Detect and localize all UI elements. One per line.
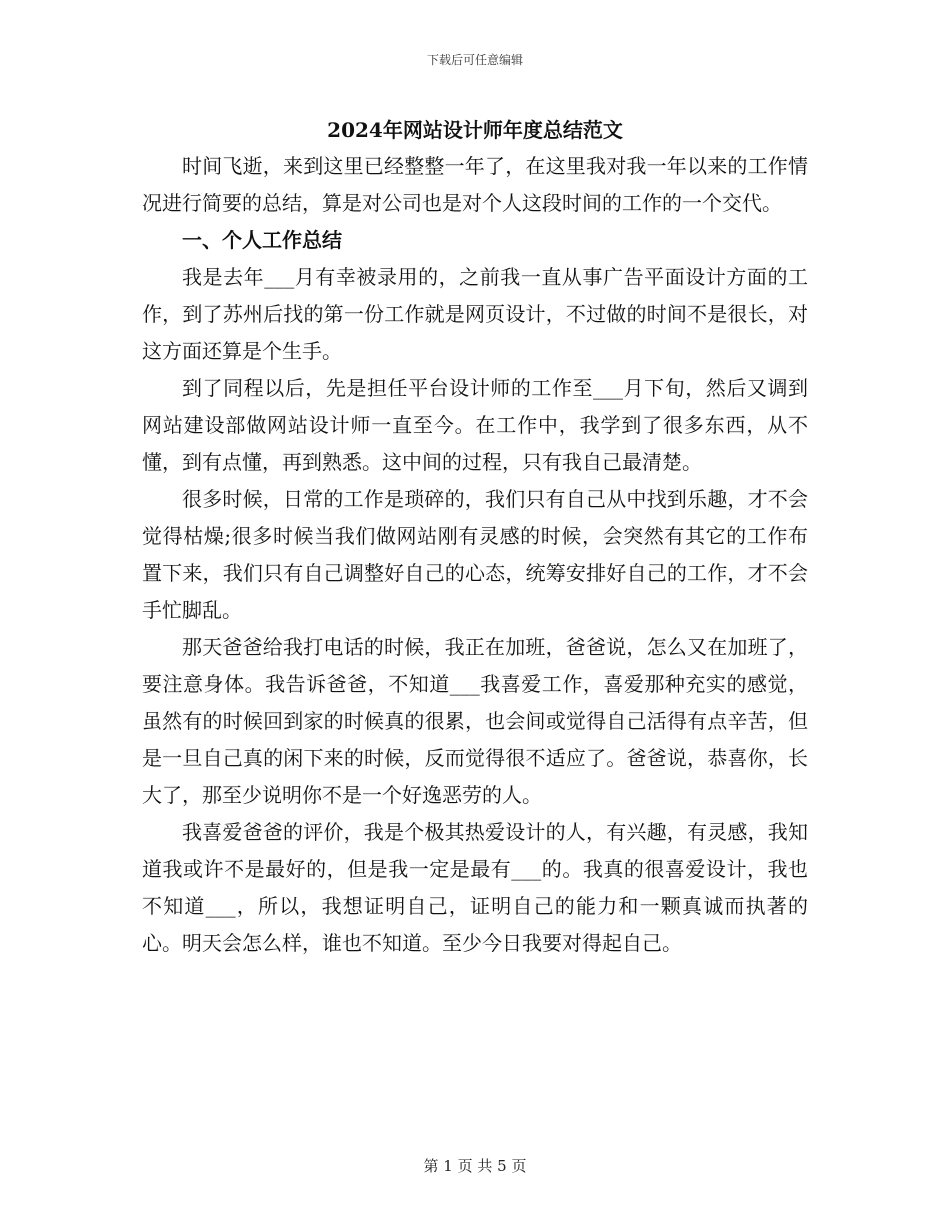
body-paragraph: 我是去年___月有幸被录用的，之前我一直从事广告平面设计方面的工作，到了苏州后找的第一份工作就是网页设计，不过做的时间不是很长，对这方面还算是个生手。 [142,265,808,363]
intro-paragraph: 时间飞逝，来到这里已经整整一年了，在这里我对我一年以来的工作情况进行简要的总结，算是对公司也是对个人这段时间的工作的一个交代。 [142,154,808,215]
body-paragraph: 到了同程以后，先是担任平台设计师的工作至___月下旬，然后又调到网站建设部做网站设计师一直至今。在工作中，我学到了很多东西，从不懂，到有点懂，再到熟悉。这中间的过程，只有我自己最清楚。 [142,376,808,474]
document-body [142,112,808,962]
document-title: 2024年网站设计师年度总结范文 [327,118,623,142]
body-paragraph: 很多时候，日常的工作是琐碎的，我们只有自己从中找到乐趣，才不会觉得枯燥;很多时候当我们做网站刚有灵感的时候，会突然有其它的工作布置下来，我们只有自己调整好自己的心态，统筹安排好自己的工作，才不会手忙脚乱。 [142,487,808,622]
body-paragraph: 那天爸爸给我打电话的时候，我正在加班，爸爸说，怎么又在加班了，要注意身体。我告诉爸爸，不知道___我喜爱工作，喜爱那种充实的感觉，虽然有的时候回到家的时候真的很累，也会间或觉得自己活得有点辛苦，但是一旦自己真的闲下来的时候，反而觉得很不适应了。爸爸说，恭喜你，长大了，那至少说明你不是一个好逸恶劳的人。 [142,635,808,807]
section-heading-personal-summary: 一、个人工作总结 [182,228,342,252]
page-number-footer: 第 1 页 共 5 页 [423,1157,527,1175]
body-paragraph: 我喜爱爸爸的评价，我是个极其热爱设计的人，有兴趣，有灵感，我知道我或许不是最好的，但是我一定是最有___的。我真的很喜爱设计，我也不知道___，所以，我想证明自己，证明自己的能力和一颗真诚而执著的心。明天会怎么样，谁也不知道。至少今日我要对得起自己。 [142,820,808,955]
page-header-note: 下载后可任意编辑 [426,53,523,67]
